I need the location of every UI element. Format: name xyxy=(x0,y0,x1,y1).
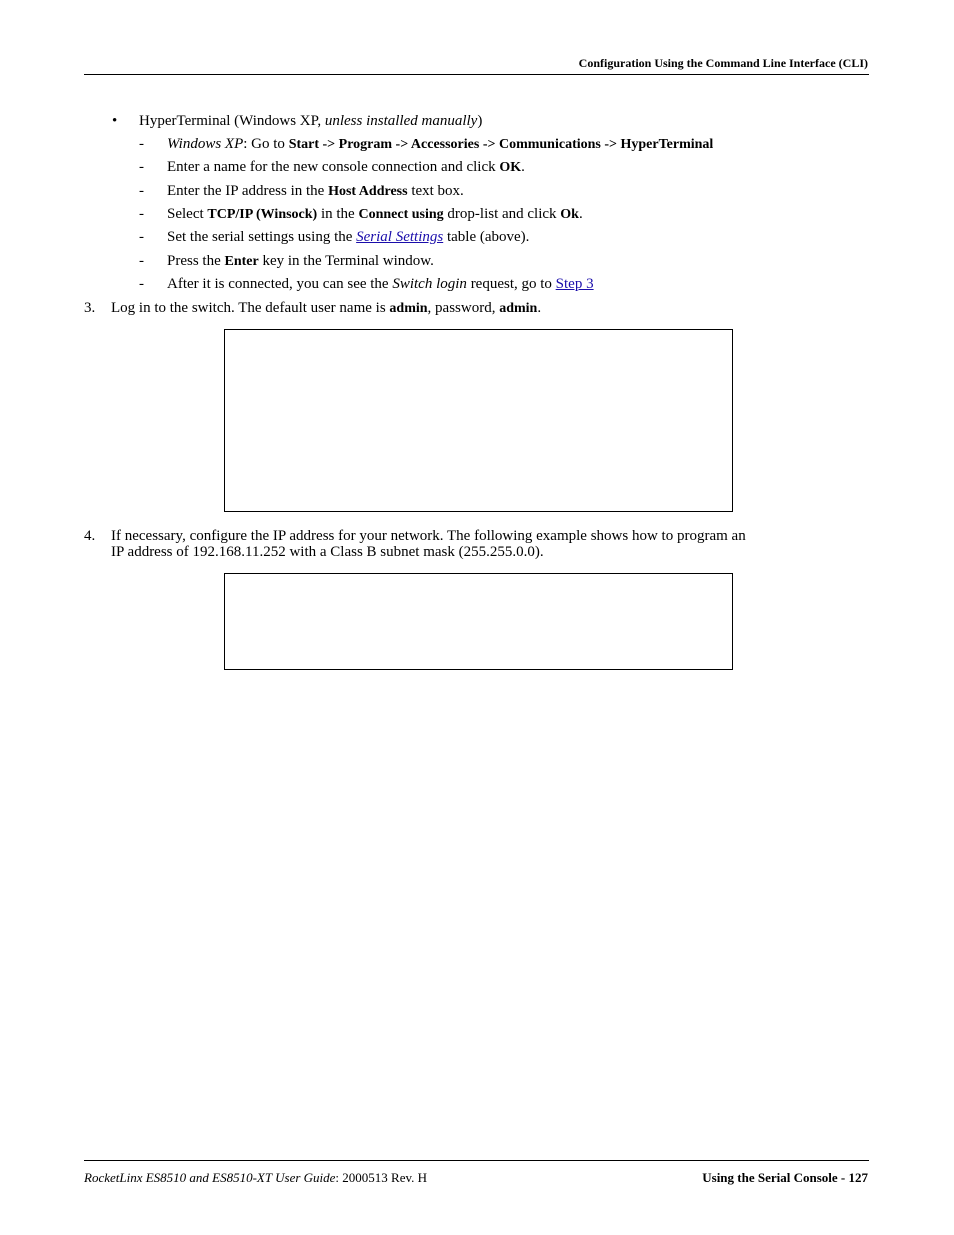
dash-item-host-address: Enter the IP address in the Host Address text box. xyxy=(167,183,464,199)
step-3-link[interactable]: Step 3 xyxy=(555,276,594,292)
header-rule xyxy=(84,74,869,75)
dash-marker: - xyxy=(139,183,144,199)
dash-item-tcp-ip: Select TCP/IP (Winsock) in the Connect using drop-list and click Ok. xyxy=(167,206,583,222)
step-4-line-2: IP address of 192.168.11.252 with a Class B subnet mask (255.255.0.0). xyxy=(111,544,544,560)
dash-marker: - xyxy=(139,136,144,152)
step-3-text: Log in to the switch. The default user name is admin, password, admin. xyxy=(111,300,542,316)
serial-settings-link[interactable]: Serial Settings xyxy=(356,229,444,245)
dash-marker: - xyxy=(139,229,144,245)
footer-page-label: Using the Serial Console - 127 xyxy=(702,1170,868,1185)
footer-document-title: RocketLinx ES8510 and ES8510-XT User Guide: 2000513 Rev. H xyxy=(84,1170,428,1185)
step-number: 4. xyxy=(84,528,96,544)
dash-item-press-enter: Press the Enter key in the Terminal window. xyxy=(167,253,434,269)
bullet-marker: • xyxy=(112,113,118,129)
dash-marker: - xyxy=(139,276,144,292)
dash-marker: - xyxy=(139,206,144,222)
login-code-box xyxy=(224,329,733,512)
ip-config-code-box xyxy=(224,573,733,670)
dash-marker: - xyxy=(139,159,144,175)
running-header: Configuration Using the Command Line Interface (CLI) xyxy=(578,56,868,70)
step-number: 3. xyxy=(84,300,96,316)
dash-marker: - xyxy=(139,253,144,269)
step-4-line-1: If necessary, configure the IP address for your network. The following example shows how to program an xyxy=(111,528,746,544)
dash-item-windows-xp: Windows XP: Go to Start -> Program -> Accessories -> Communications -> HyperTerminal xyxy=(167,136,714,152)
dash-item-serial-settings: Set the serial settings using the Serial Settings table (above). xyxy=(167,229,530,245)
dash-item-enter-name: Enter a name for the new console connection and click OK. xyxy=(167,159,525,175)
dash-item-switch-login: After it is connected, you can see the Switch login request, go to Step 3 xyxy=(167,276,594,292)
footer-rule xyxy=(84,1160,869,1161)
bullet-hyperterminal: HyperTerminal (Windows XP, unless installed manually) xyxy=(139,113,483,129)
